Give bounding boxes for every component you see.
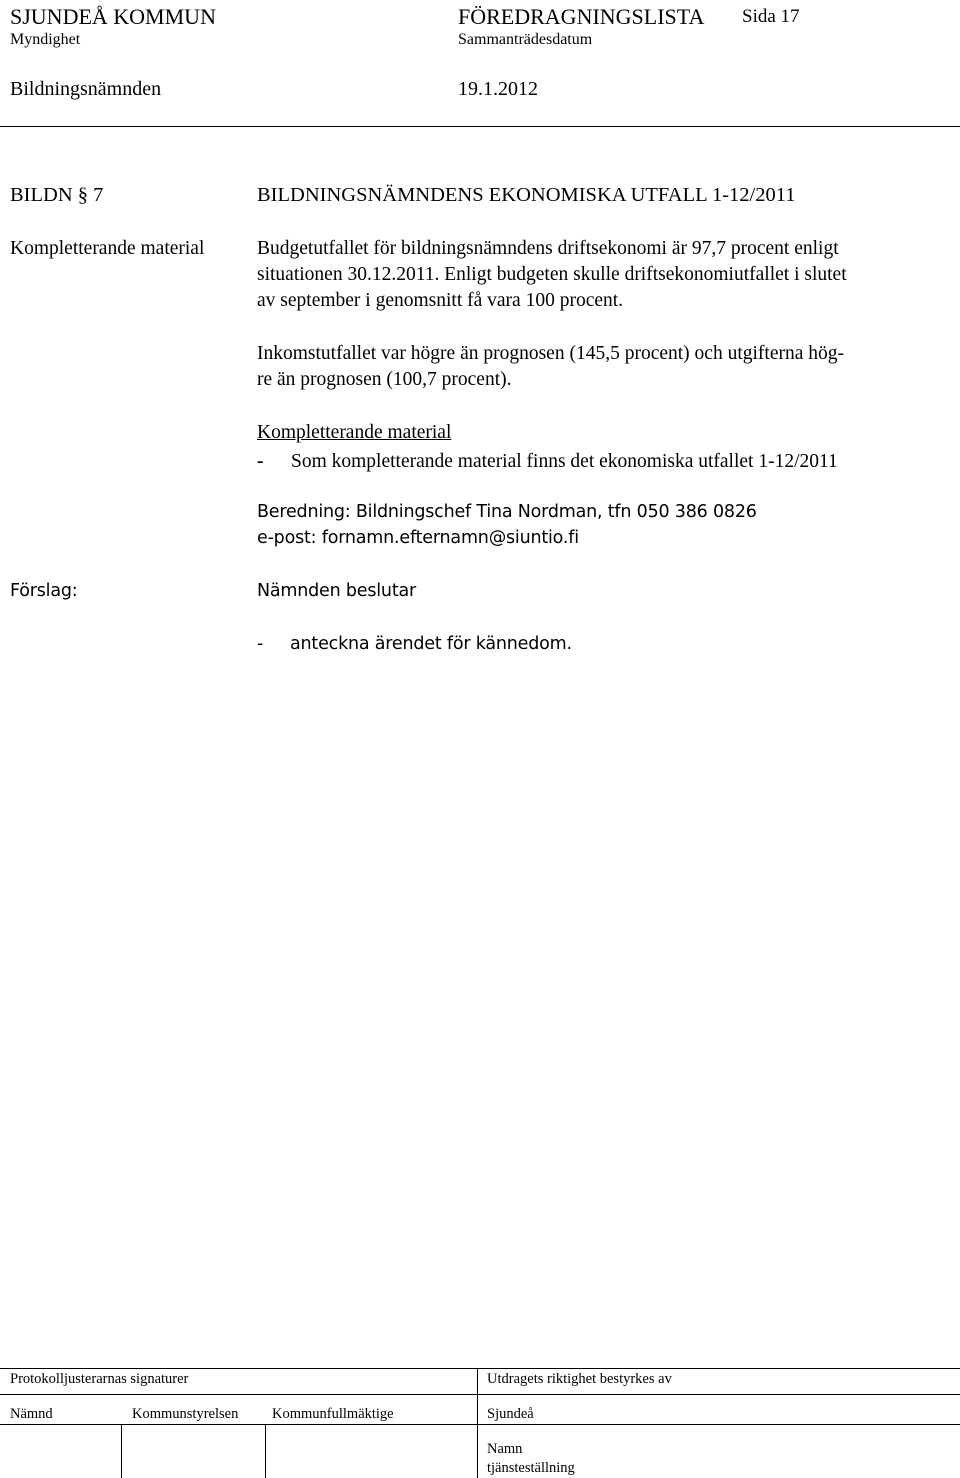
paragraph-2-line-1: Inkomstutfallet var högre än prognosen (145,5 procent) och utgifterna hög- xyxy=(257,343,844,364)
paragraph-2-line-2: re än prognosen (100,7 procent). xyxy=(257,369,512,390)
footer-col-kommunstyrelsen: Kommunstyrelsen xyxy=(132,1406,239,1422)
certified-label: Utdragets riktighet bestyrkes av xyxy=(487,1371,672,1387)
header-divider xyxy=(0,126,960,127)
attachment-item: Som kompletterande material finns det ekonomiska utfallet 1-12/2011 xyxy=(291,451,838,472)
email-line: e-post: fornamn.efternamn@siuntio.fi xyxy=(257,528,579,548)
decision-item: anteckna ärendet för kännedom. xyxy=(290,634,572,654)
signatures-label: Protokolljusterarnas signaturer xyxy=(10,1371,189,1387)
paragraph-1-line-2: situationen 30.12.2011. Enligt budgeten skulle driftsekonomiutfallet i slutet xyxy=(257,264,847,285)
footer-vline-2 xyxy=(265,1424,266,1478)
footer-mid-divider xyxy=(0,1394,960,1395)
item-title: BILDNINGSNÄMNDENS EKONOMISKA UTFALL 1-12/2011 xyxy=(257,184,796,206)
meeting-date: 19.1.2012 xyxy=(458,78,538,100)
footer-col-namnd: Nämnd xyxy=(10,1406,53,1422)
authority-label: Myndighet xyxy=(10,31,81,48)
footer-col-kommunfullmaktige: Kommunfullmäktige xyxy=(272,1406,394,1422)
authority-name: Bildningsnämnden xyxy=(10,78,162,100)
side-label-material: Kompletterande material xyxy=(10,238,205,259)
footer-row-divider xyxy=(0,1424,960,1425)
proposal-label: Förslag: xyxy=(10,581,78,601)
attachment-heading: Kompletterande material xyxy=(257,422,452,443)
footer-top-divider xyxy=(0,1368,960,1369)
item-number: BILDN § 7 xyxy=(10,184,104,206)
footer-namn-label: Namn xyxy=(487,1441,523,1457)
footer-col-sjundea: Sjundeå xyxy=(487,1406,534,1422)
document-type: FÖREDRAGNINGSLISTA xyxy=(458,4,705,29)
paragraph-1-line-3: av september i genomsnitt få vara 100 procent. xyxy=(257,290,624,311)
footer-vline-3 xyxy=(477,1368,478,1478)
preparation-line: Beredning: Bildningschef Tina Nordman, tfn 050 386 0826 xyxy=(257,502,757,522)
paragraph-1-line-1: Budgetutfallet för bildningsnämndens driftsekonomi är 97,7 procent enligt xyxy=(257,238,839,259)
footer-vline-1 xyxy=(121,1424,122,1478)
page-number: Sida 17 xyxy=(742,6,800,27)
municipality-name: SJUNDEÅ KOMMUN xyxy=(10,4,216,29)
meeting-date-label: Sammanträdesdatum xyxy=(458,31,593,48)
attachment-bullet: - xyxy=(257,451,264,472)
decision-heading: Nämnden beslutar xyxy=(257,581,417,601)
footer-position-label: tjänsteställning xyxy=(487,1460,575,1476)
decision-bullet: - xyxy=(257,634,264,654)
